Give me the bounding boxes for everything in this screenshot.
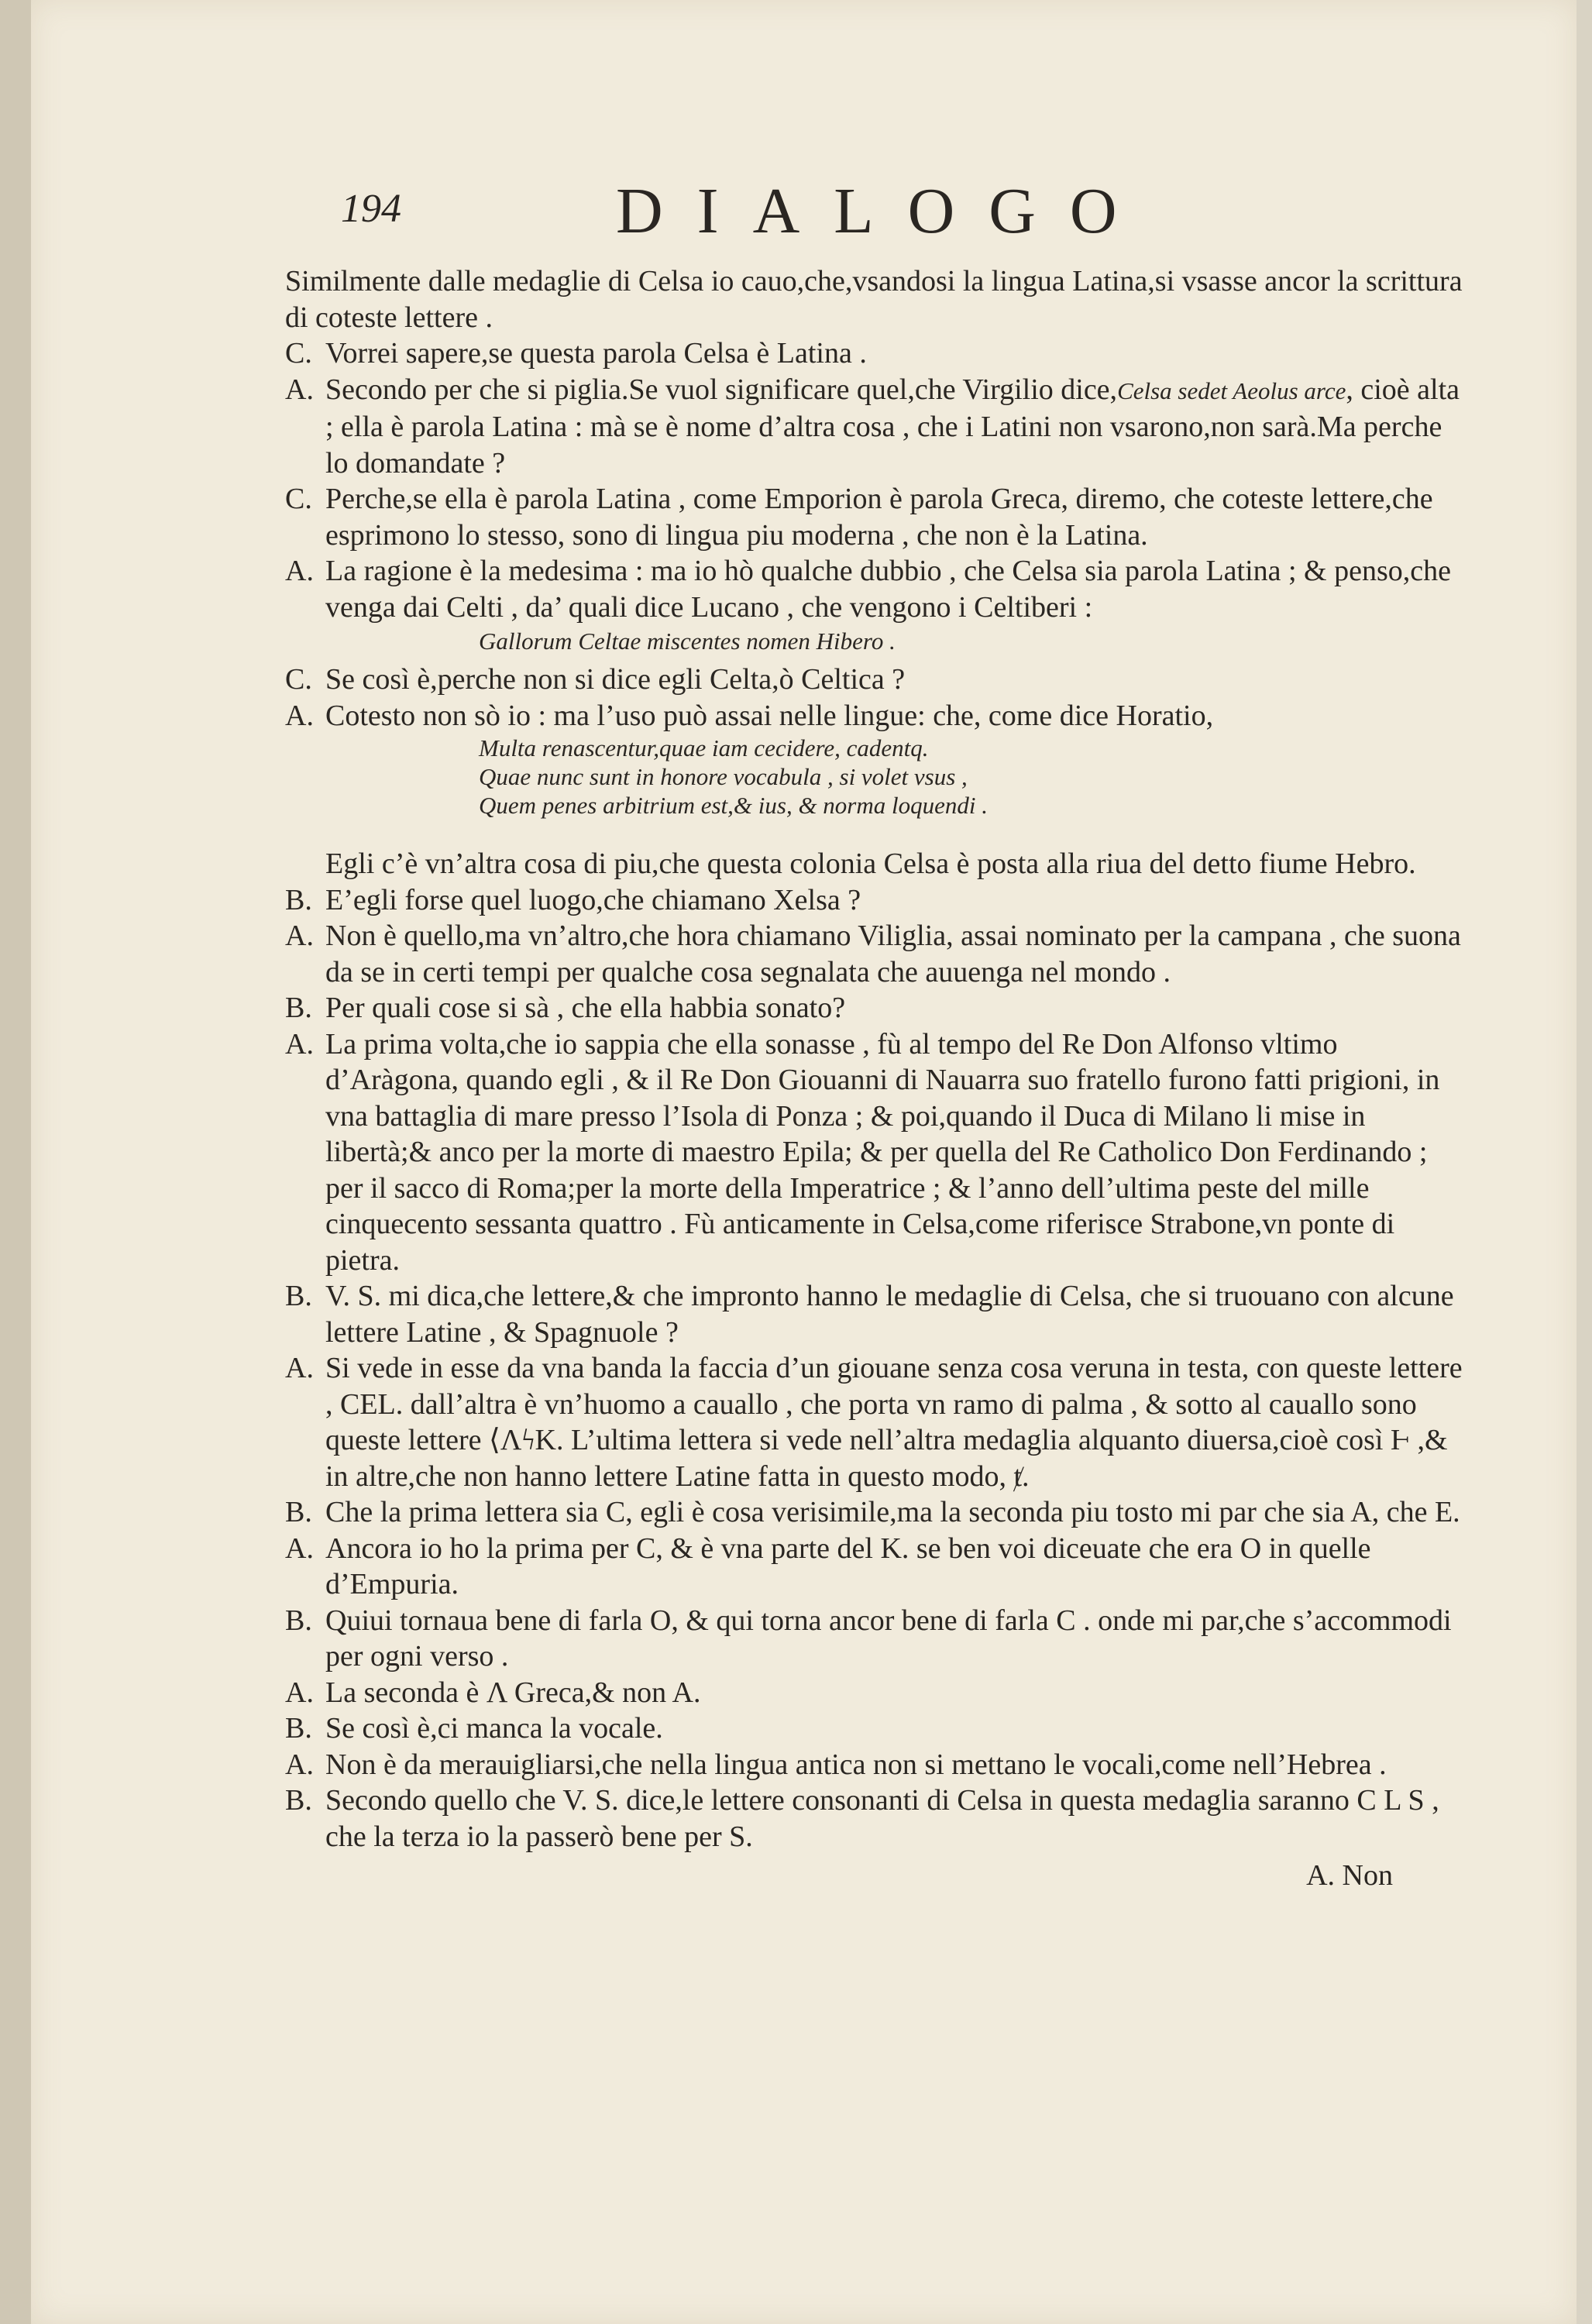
speaker-label: C. bbox=[285, 337, 312, 370]
dialogue-turn: A. Ancora io ho la prima per C, & è vna parte del K. se ben voi diceuate che era O in quelle d’Empuria. bbox=[285, 1532, 1371, 1600]
dialogue-turn: A. La ragione è la medesima : ma io hò qualche dubbio , che Celsa sia parola Latina ; & penso,che venga dai Celti , da’ quali dice Lucano , che vengono i Celtiberi : bbox=[285, 555, 1451, 624]
dialogue-turn: B. Che la prima lettera sia C, egli è cosa verisimile,ma la seconda piu tosto mi par che sia A, che E. bbox=[285, 1494, 1463, 1531]
virgil-quote: Celsa sedet Aeolus arce bbox=[1117, 376, 1346, 404]
speaker-label: A. bbox=[285, 699, 314, 732]
speaker-label: A. bbox=[285, 1352, 314, 1384]
speaker-label: A. bbox=[285, 1027, 314, 1061]
paragraph: Egli c’è vn’altra cosa di piu,che questa colonia Celsa è posta alla riua del detto fiume Hebro. bbox=[325, 847, 1416, 880]
speaker-label: B. bbox=[285, 1604, 312, 1637]
dialogue-turn: A. La seconda è Λ Greca,& non A. bbox=[285, 1675, 1463, 1711]
speaker-label: A. bbox=[285, 555, 314, 587]
dialogue-turn: B. Quiui tornaua bene di farla O, & qui torna ancor bene di farla C . onde mi par,che s’accommodi per ogni verso . bbox=[285, 1604, 1452, 1673]
speaker-label: A. bbox=[285, 920, 314, 952]
speaker-label: C. bbox=[285, 483, 312, 515]
dialogue-turn: C. Vorrei sapere,se questa parola Celsa è Latina . bbox=[285, 335, 1463, 372]
speaker-label: C. bbox=[285, 663, 312, 696]
speaker-label: B. bbox=[285, 883, 312, 916]
dialogue-turn: C. Se così è,perche non si dice egli Celta,ò Celtica ? bbox=[285, 662, 1463, 698]
verse-quote: Multa renascentur,quae iam cecidere, cadentq. Quae nunc sunt in honore vocabula , si volet vsus , Quem penes arbitrium est,& ius, & norma loquendi . bbox=[479, 734, 988, 819]
speaker-label: B. bbox=[285, 1496, 312, 1528]
speaker-label: A. bbox=[285, 1532, 314, 1565]
speaker-label: A. bbox=[285, 1748, 314, 1781]
dialogue-turn: A. Cotesto non sò io : ma l’uso può assai nelle lingue: che, come dice Horatio, bbox=[285, 698, 1463, 734]
dialogue-text bbox=[285, 263, 1463, 1894]
page-header bbox=[341, 175, 1472, 263]
speaker-label: A. bbox=[285, 1676, 314, 1709]
dialogue-turn: A. La prima volta,che io sappia che ella sonasse , fù al tempo del Re Don Alfonso vltimo d’Aràgona, quando egli , & il Re Don Giouanni di Nauarra suo fratello furono fatti prigioni, in vna battaglia di mare presso l’Isola di Ponza ; & poi,quando il Duca di Milano li mise in libertà;& anco per la morte di maestro Epila; & per quella del Re Catholico Don Ferdinando ; per il sacco di Roma;per la morte della Imperatrice ; & l’anno dell’ultima peste del mille cinquecento sessanta quattro . Fù anticamente in Celsa,come riferisce Strabone,vn ponte di pietra. bbox=[285, 1027, 1440, 1277]
dialogue-turn: A. Non è da merauigliarsi,che nella lingua antica non si mettano le vocali,come nell’Hebrea . bbox=[285, 1747, 1463, 1783]
dialogue-turn: B. Per quali cose si sà , che ella habbia sonato? bbox=[285, 990, 1463, 1026]
dialogue-turn: C. Perche,se ella è parola Latina , come Emporion è parola Greca, diremo, che coteste lettere,che esprimono lo stesso, sono di lingua piu moderna , che non è la Latina. bbox=[285, 483, 1433, 552]
adjacent-page-edge bbox=[0, 0, 33, 2324]
speaker-label: B. bbox=[285, 992, 312, 1024]
dialogue-turn: B. Se così è,ci manca la vocale. bbox=[285, 1710, 1463, 1747]
speaker-label: B. bbox=[285, 1280, 312, 1312]
dialogue-turn: A. Secondo per che si piglia.Se vuol significare quel,che Virgilio dice,Celsa sedet Aeolus arce, cioè alta ; ella è parola Latina : mà se è nome d’altra cosa , che i Latini non vsarono,non sarà.Ma perche lo domandate ? bbox=[285, 373, 1460, 480]
dialogue-turn: B. E’egli forse quel luogo,che chiamano Xelsa ? bbox=[285, 882, 1463, 919]
speaker-label: A. bbox=[285, 373, 314, 406]
page-number: 194 bbox=[341, 187, 401, 231]
dialogue-turn: B. V. S. mi dica,che lettere,& che impronto hanno le medaglie di Celsa, che si truouano con alcune lettere Latine , & Spagnuole ? bbox=[285, 1280, 1454, 1349]
running-title: DIALOGO bbox=[616, 175, 1151, 247]
verse-quote: Gallorum Celtae miscentes nomen Hibero . bbox=[479, 627, 896, 655]
paragraph: Similmente dalle medaglie di Celsa io cauo,che,vsandosi la lingua Latina,si vsasse ancor la scrittura di coteste lettere . bbox=[285, 265, 1463, 334]
catchword: A. Non bbox=[1306, 1859, 1393, 1892]
speaker-label: B. bbox=[285, 1784, 312, 1817]
dialogue-turn: B. Secondo quello che V. S. dice,le lettere consonanti di Celsa in questa medaglia saranno C L S , che la terza io la passerò bene per S. bbox=[285, 1784, 1439, 1853]
dialogue-turn: A. Non è quello,ma vn’altro,che hora chiamano Viliglia, assai nominato per la campana , che suona da se in certi tempi per qualche cosa segnalata che auuenga nel mondo . bbox=[285, 920, 1461, 988]
dialogue-turn: A. Si vede in esse da vna banda la faccia d’un giouane senza cosa veruna in testa, con queste lettere , CEL. dall’altra è vn’huomo a cauallo , che porta vn ramo di palma , & sotto al cauallo sono queste lettere ⟨ΛϟK. L’ultima lettera si vede nell’altra medaglia alquanto diuersa,cioè così Ⱶ ,& in altre,che non hanno lettere Latine fatta in questo modo, ⱦ. bbox=[285, 1352, 1463, 1493]
speaker-label: B. bbox=[285, 1712, 312, 1745]
